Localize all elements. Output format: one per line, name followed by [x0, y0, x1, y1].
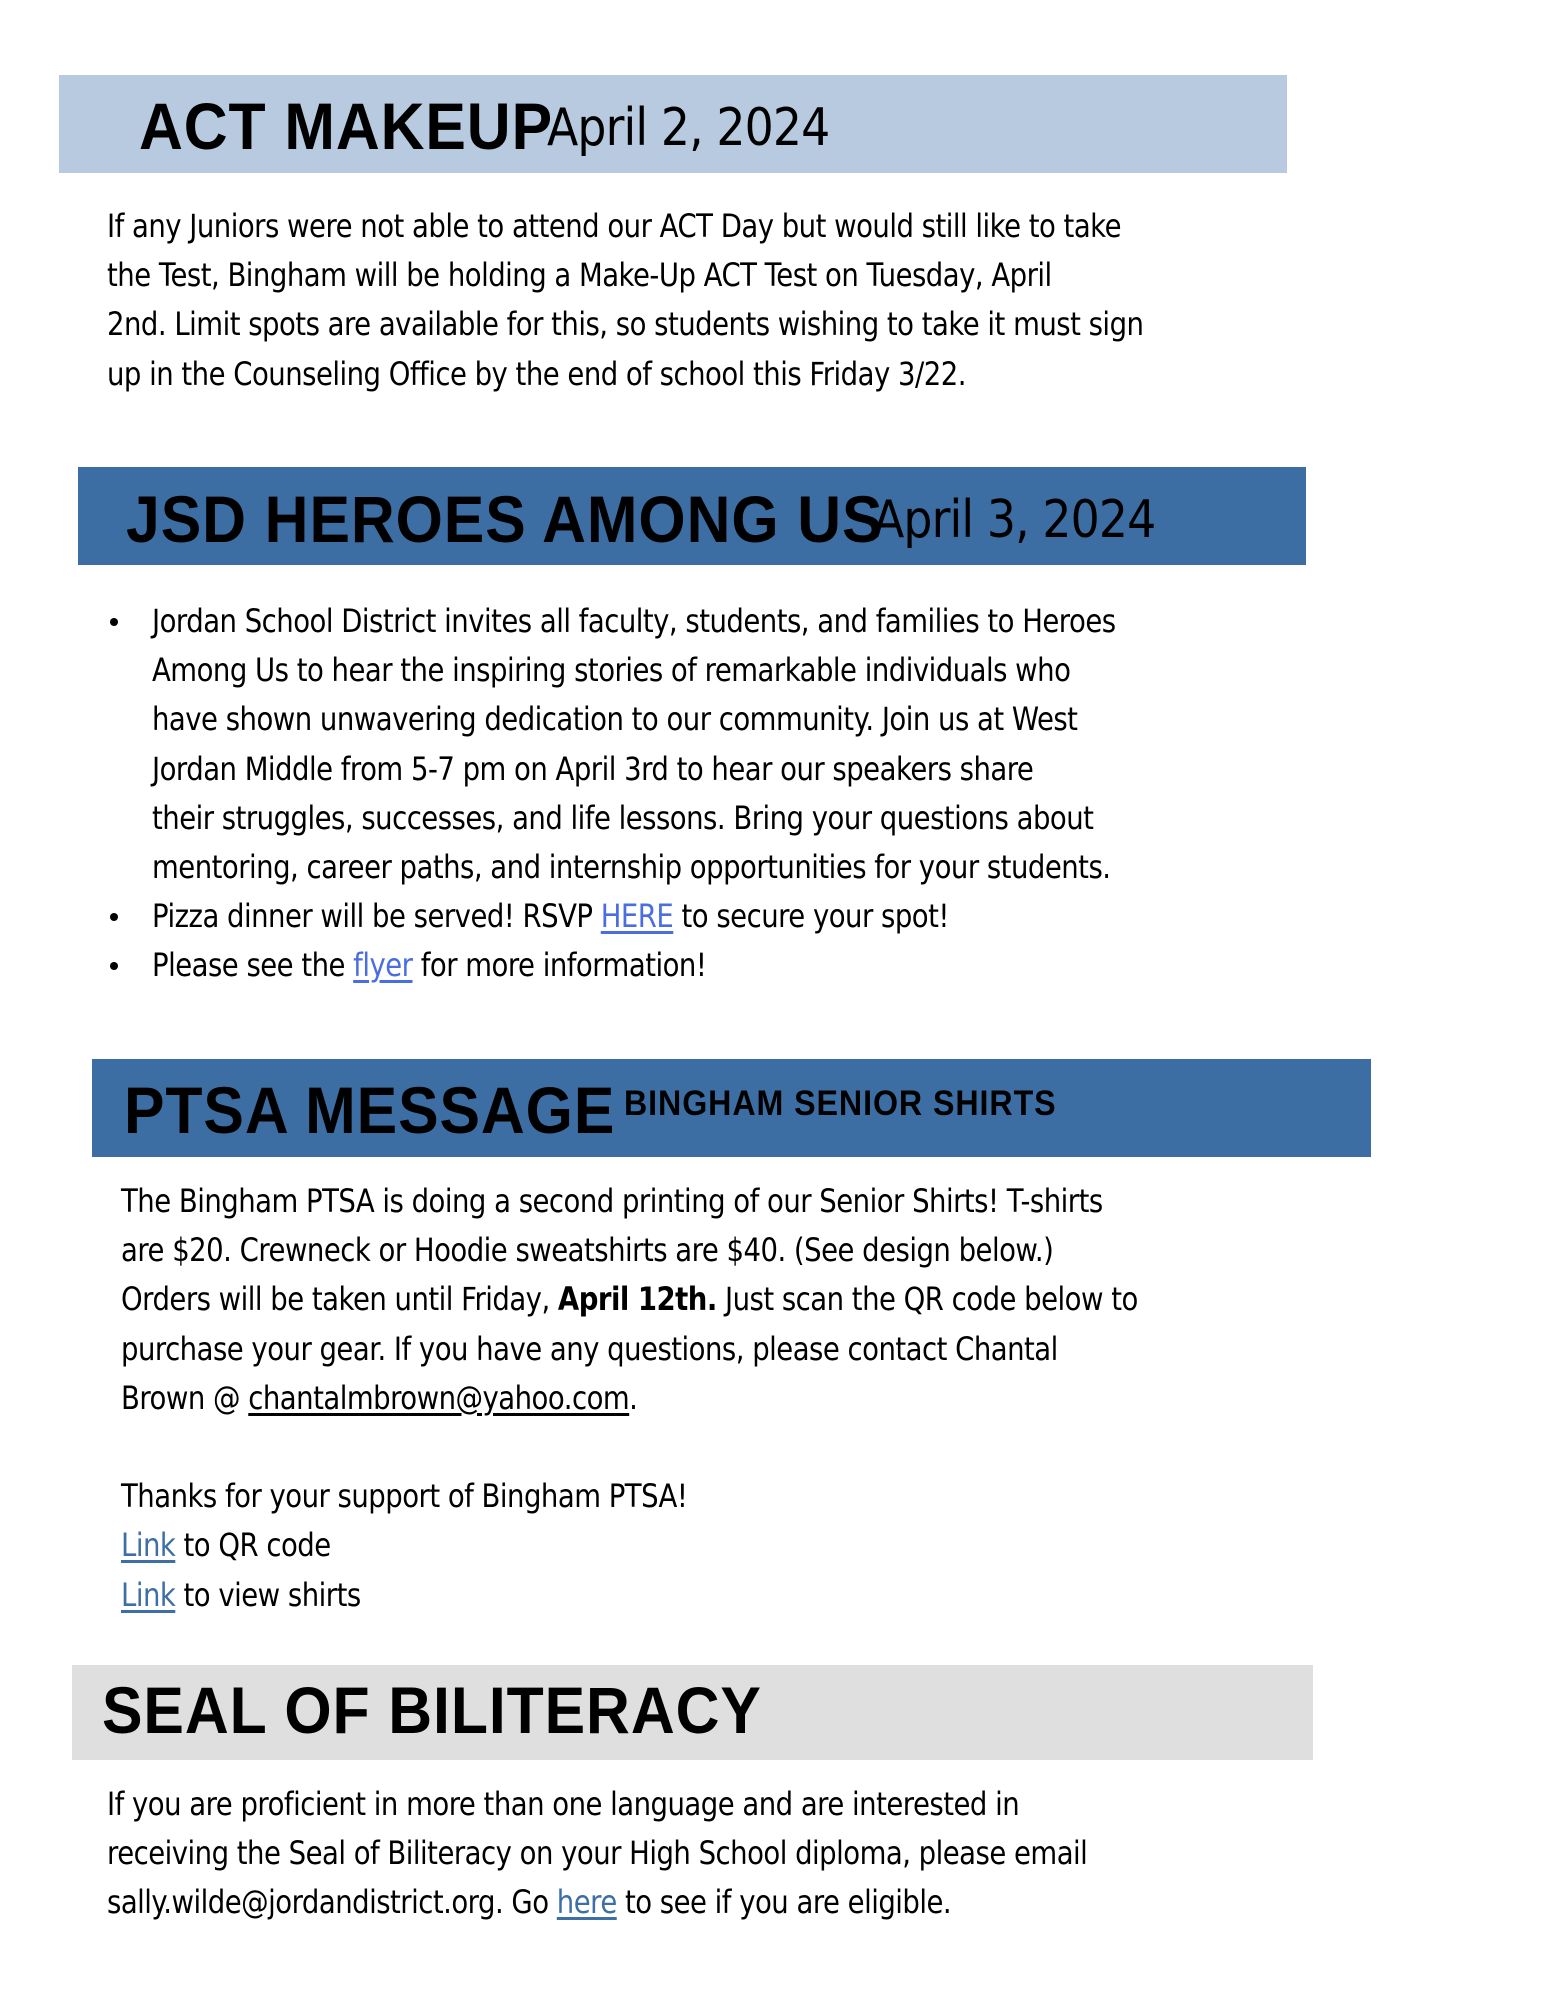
body-line: Jordan Middle from 5-7 pm on April 3rd to hear our speakers share: [152, 749, 1034, 788]
body-text: for more information!: [412, 946, 707, 985]
bullet-item: [108, 597, 1272, 892]
body-text: to view shirts: [175, 1575, 361, 1614]
spacer: [121, 1423, 1138, 1472]
body-text: Just scan the QR code below to: [716, 1280, 1138, 1319]
bullet-item: [108, 941, 1272, 990]
body-line: 2nd. Limit spots are available for this, so students wishing to take it must sign: [107, 305, 1144, 344]
act-makeup-date: April 2, 2024: [547, 98, 830, 158]
eligibility-here-link[interactable]: here: [556, 1883, 617, 1922]
body-text: Please see the: [152, 946, 354, 985]
body-line: their struggles, successes, and life lessons. Bring your questions about: [152, 798, 1094, 837]
body-line: The Bingham PTSA is doing a second printing of our Senior Shirts! T-shirts: [121, 1182, 1103, 1220]
seal-of-biliteracy-body: [107, 1780, 1247, 1928]
order-deadline: April 12th.: [557, 1280, 717, 1319]
ptsa-message-subtitle: BINGHAM SENIOR SHIRTS: [623, 1084, 1057, 1123]
body-text: sally.wilde@jordandistrict.org. Go: [107, 1883, 557, 1922]
jsd-heroes-date: April 3, 2024: [873, 490, 1156, 550]
ptsa-message-body: [121, 1177, 1303, 1620]
bullet-item: [108, 892, 1272, 941]
bullet-icon: [110, 913, 118, 921]
ptsa-message-title: PTSA MESSAGE: [124, 1073, 616, 1147]
contact-email-link[interactable]: chantalmbrown@yahoo.com: [248, 1378, 630, 1417]
bullet-icon: [110, 618, 118, 626]
act-makeup-body: [107, 202, 1312, 399]
body-line: purchase your gear. If you have any questions, please contact Chantal: [121, 1329, 1058, 1368]
body-line: up in the Counseling Office by the end of school this Friday 3/22.: [107, 354, 966, 393]
body-line: have shown unwavering dedication to our community. Join us at West: [152, 700, 1078, 739]
jsd-heroes-body: [108, 597, 1272, 991]
body-text: Orders will be taken until Friday,: [121, 1280, 558, 1319]
qr-code-link[interactable]: Link: [121, 1526, 176, 1565]
jsd-heroes-title: JSD HEROES AMONG US: [126, 482, 884, 556]
body-text: to QR code: [175, 1526, 331, 1565]
body-line: receiving the Seal of Biliteracy on your High School diploma, please email: [107, 1834, 1088, 1873]
body-line: If you are proficient in more than one language and are interested in: [107, 1785, 1020, 1823]
body-line: Jordan School District invites all faculty, students, and families to Heroes: [152, 602, 1116, 640]
body-line: mentoring, career paths, and internship opportunities for your students.: [152, 848, 1111, 887]
flyer-link[interactable]: flyer: [353, 946, 413, 985]
rsvp-here-link[interactable]: HERE: [600, 897, 674, 936]
thanks-line: Thanks for your support of Bingham PTSA!: [121, 1477, 688, 1516]
act-makeup-title: ACT MAKEUP: [139, 89, 553, 163]
body-text: to see if you are eligible.: [616, 1883, 952, 1922]
seal-of-biliteracy-header: [72, 1665, 1313, 1760]
body-text: to secure your spot!: [673, 897, 949, 936]
body-line: the Test, Bingham will be holding a Make-Up ACT Test on Tuesday, April: [107, 256, 1052, 295]
body-line: are $20. Crewneck or Hoodie sweatshirts are $40. (See design below.): [121, 1231, 1054, 1270]
bullet-icon: [110, 962, 118, 970]
act-makeup-header: [59, 75, 1287, 173]
body-line: Among Us to hear the inspiring stories of remarkable individuals who: [152, 651, 1071, 690]
body-text: .: [629, 1378, 638, 1417]
body-line: If any Juniors were not able to attend our ACT Day but would still like to take: [107, 207, 1122, 245]
seal-of-biliteracy-title: SEAL OF BILITERACY: [102, 1672, 762, 1747]
ptsa-message-header: [92, 1059, 1371, 1157]
body-text: Pizza dinner will be served! RSVP: [152, 897, 601, 936]
jsd-heroes-header: [78, 467, 1306, 565]
view-shirts-link[interactable]: Link: [121, 1575, 176, 1614]
body-text: Brown @: [121, 1378, 249, 1417]
